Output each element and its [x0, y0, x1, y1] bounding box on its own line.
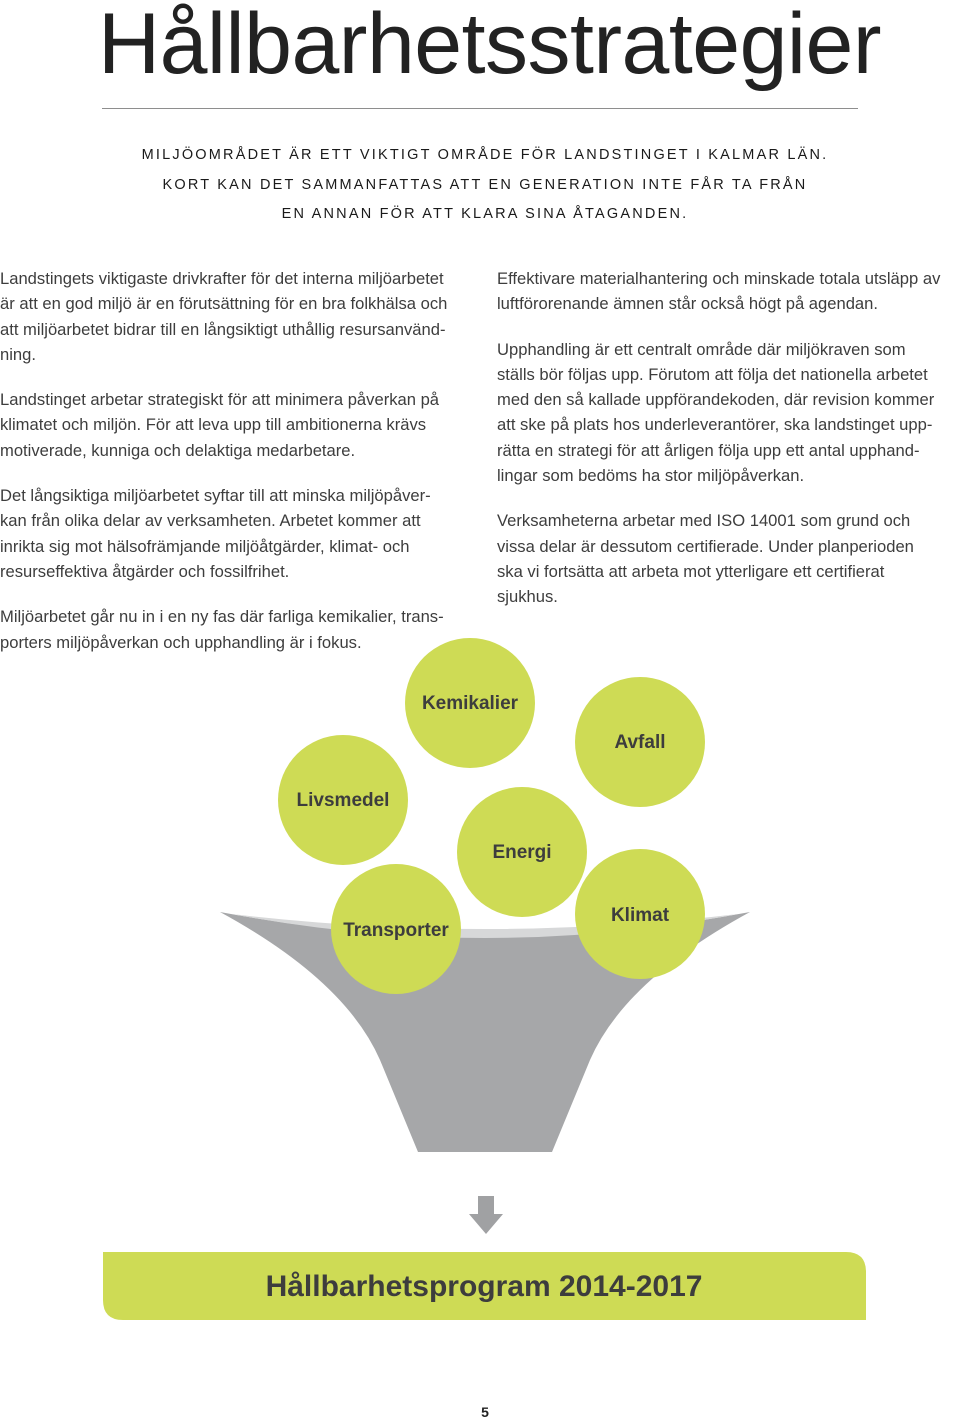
- text-line: Landstingets viktigaste drivkrafter för det interna miljöarbetet: [0, 269, 444, 288]
- text-line: ska vi fortsätta att arbeta mot ytterligare ett certifierat: [497, 561, 885, 581]
- circle-transporter: [331, 864, 461, 994]
- text-line: vissa delar är dessutom certifierade. Under planperioden: [497, 536, 914, 556]
- text-line: Miljöarbetet går nu in i en ny fas där farliga kemikalier, trans-: [0, 607, 444, 627]
- circle-label: Transporter: [343, 920, 449, 941]
- text-line: Upphandling är ett centralt område där miljökraven som: [497, 339, 906, 359]
- circle-avfall: [575, 677, 705, 807]
- text-line: Verksamheterna arbetar med ISO 14001 som grund och: [497, 511, 911, 531]
- circle-livsmedel: [278, 735, 408, 865]
- text-line: inrikta sig mot hälsofrämjande miljöåtgärder, klimat- och: [0, 536, 410, 556]
- circle-label: Livsmedel: [296, 790, 390, 811]
- lead-line: EN ANNAN FÖR ATT KLARA SINA ÅTAGANDEN.: [281, 206, 689, 222]
- text-line: Effektivare materialhantering och minskade totala utsläpp av: [497, 269, 941, 288]
- text-line: luftförorenande ämnen står också högt på agendan.: [497, 294, 878, 314]
- circle-label: Klimat: [610, 905, 670, 926]
- program-label: Hållbarhetsprogram 2014-2017: [265, 1270, 703, 1303]
- text-line: ning.: [0, 344, 36, 364]
- text-line: ställs bör följas upp. Förutom att följa det nationella arbetet: [497, 364, 928, 384]
- text-line: klimatet och miljön. För att leva upp till ambitionerna krävs: [0, 415, 427, 435]
- text-line: sjukhus.: [497, 587, 558, 607]
- text-line: resurseffektiva åtgärder och fossilfrihet.: [0, 561, 290, 581]
- text-line: med den så kallade uppförandekoden, där revision kommer: [497, 390, 935, 410]
- text-line: att miljöarbetet bidrar till en långsiktigt uthållig resursanvänd-: [0, 319, 446, 339]
- text-line: rätta en strategi för att årligen följa upp ett antal upphand-: [497, 440, 920, 460]
- text-line: kan från olika delar av verksamheten. Arbetet kommer att: [0, 511, 421, 531]
- text-line: motiverade, kunniga och delaktiga medarbetare.: [0, 440, 356, 460]
- lead-line: KORT KAN DET SAMMANFATTAS ATT EN GENERATION INTE FÅR TA FRÅN: [162, 176, 808, 193]
- text-line: Det långsiktiga miljöarbetet syftar till att minska miljöpåver-: [0, 486, 431, 506]
- text-line: är att en god miljö är en förutsättning för en bra folkhälsa och: [0, 294, 448, 314]
- circle-label: Energi: [492, 842, 552, 863]
- text-line: Landstinget arbetar strategiskt för att minimera påverkan på: [0, 390, 440, 410]
- text-line: lingar som bedöms ha stor miljöpåverkan.: [497, 466, 805, 486]
- circle-energi: [457, 787, 587, 917]
- circle-klimat: [575, 849, 705, 979]
- text-line: porters miljöpåverkan och upphandling är i fokus.: [0, 632, 362, 652]
- text-line: att ske på plats hos underleverantörer, ska landstinget upp-: [497, 415, 933, 435]
- page-title: Hållbarhetsstrategier: [98, 0, 881, 92]
- lead-line: MILJÖOMRÅDET ÄR ETT VIKTIGT OMRÅDE FÖR LANDSTINGET I KALMAR LÄN.: [141, 147, 829, 163]
- circle-kemikalier: [405, 638, 535, 768]
- circle-label: Avfall: [614, 732, 666, 753]
- arrow-down-icon: [469, 1196, 503, 1234]
- circle-label: Kemikalier: [421, 693, 519, 714]
- page-number: 5: [481, 1404, 489, 1420]
